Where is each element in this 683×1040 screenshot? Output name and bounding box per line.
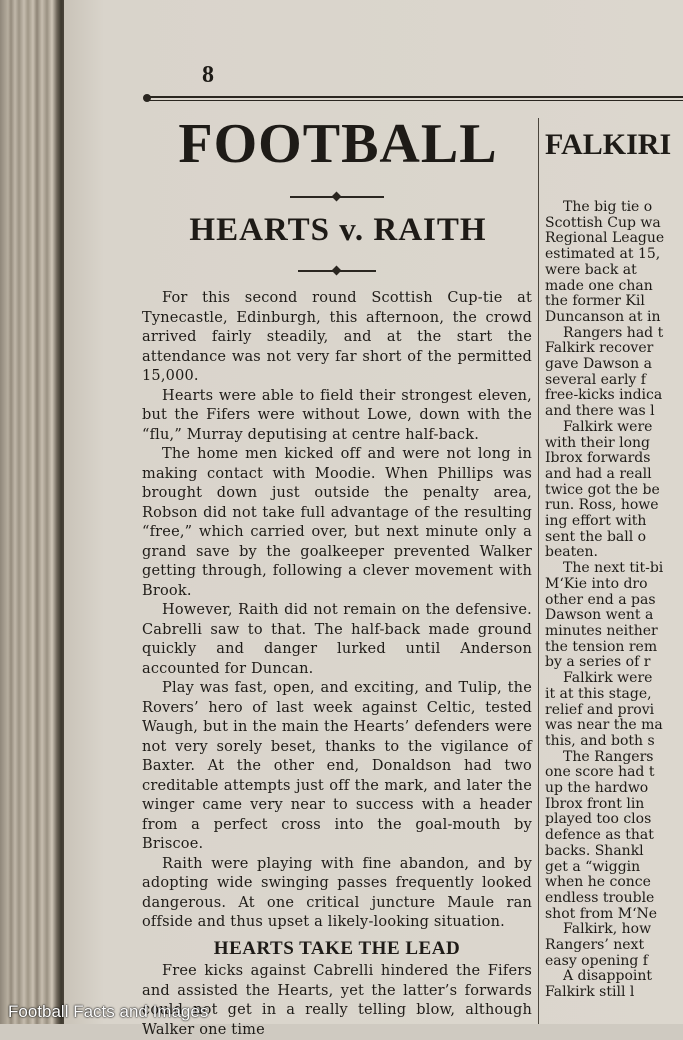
column-text-line: by a series of r: [545, 654, 651, 671]
column-text-line: Ibrox front lin: [545, 795, 645, 812]
column-text-line: several early f: [545, 371, 646, 388]
adjacent-column-headline: FALKIRI: [545, 128, 672, 161]
column-text-line: Scottish Cup wa: [545, 214, 661, 231]
column-text-line: minutes neither: [545, 622, 658, 639]
column-text-line: and there was l: [545, 403, 655, 420]
column-text-line: backs. Shankl: [545, 842, 644, 859]
column-text-line: Falkirk still l: [545, 984, 635, 1001]
paragraph: Raith were playing with fine abandon, and by adopting wide swinging passes frequently looked dangerous. At one critical juncture Maule ran offside and thus upset a likely-looking situation.: [142, 855, 532, 930]
column-text-line: one score had t: [545, 764, 655, 781]
column-text-line: made one chan: [545, 277, 653, 294]
column-text-line: Dawson went a: [545, 607, 654, 624]
watermark: Football Facts and Images: [8, 1002, 209, 1021]
column-text-line: Falkirk recover: [545, 340, 654, 357]
page-number: 8: [202, 62, 214, 88]
column-text-line: was near the ma: [545, 717, 663, 734]
page-stack-edges: [0, 0, 64, 1024]
paragraph: The home men kicked off and were not long in making contact with Moodie. When Phillips was brought down just outside the penalty area, Robson did not take full advantage of the resulting “free,” which carried over, but next minute only a grand save by the goalkeeper prevented Walker getting through, following a clever movement with Brook.: [142, 446, 532, 599]
column-text-line: gave Dawson a: [545, 356, 652, 373]
column-text-line: sent the ball o: [545, 528, 647, 545]
column-text-line: Rangers had t: [563, 324, 664, 341]
column-text-line: with their long: [545, 434, 650, 451]
column-text-line: Duncanson at in: [545, 308, 661, 325]
adjacent-column: [545, 128, 683, 1024]
paragraph: Play was fast, open, and exciting, and Tulip, the Rovers’ hero of last week against Celtic, tested Waugh, but in the main the Hearts’ defenders were not very sorely beset, thanks to the vigilance of Baxter. At the other end, Donaldson had two creditable attempts just off the mark, and later the winger came very near to success with a header from a perfect cross into the goal-mouth by Briscoe.: [142, 680, 532, 852]
column-text-line: defence as that: [545, 827, 654, 844]
column-text-line: easy opening f: [545, 952, 648, 969]
column-text-line: Ibrox forwards: [545, 450, 651, 467]
column-text-line: A disappoint: [563, 968, 653, 985]
column-text-line: relief and provi: [545, 701, 655, 718]
column-text-line: were back at: [545, 261, 637, 278]
column-text-line: free-kicks indica: [545, 387, 663, 404]
column-text-line: run. Ross, howe: [545, 497, 659, 514]
column-text-line: estimated at 15,: [545, 246, 661, 263]
paragraph: For this second round Scottish Cup-tie at Tynecastle, Edinburgh, this afternoon, the crowd arrived fairly steadily, and at the start the attendance was not very far short of the permitted 15,000.: [142, 290, 532, 384]
column-text-line: endless trouble: [545, 889, 655, 906]
column-text-line: up the hardwo: [545, 780, 649, 797]
column-text-line: twice got the be: [545, 481, 660, 498]
column-text-line: get a “wiggin: [545, 858, 641, 875]
column-text-line: shot from M‘Ne: [545, 905, 658, 922]
section-headline: FOOTBALL: [178, 113, 498, 175]
column-text-line: The Rangers: [563, 748, 654, 765]
article-body: [142, 289, 532, 1040]
column-rule: [538, 118, 539, 1024]
column-text-line: and had a reall: [545, 465, 652, 482]
column-text-line: this, and both s: [545, 732, 655, 749]
article-headline: HEARTS v. RAITH: [189, 212, 487, 248]
column-text-line: other end a pas: [545, 591, 656, 608]
paragraph: However, Raith did not remain on the defensive. Cabrelli saw to that. The half-back made ground quickly and danger lurked until Anderson accounted for Duncan.: [142, 602, 532, 677]
column-text-line: played too clos: [545, 811, 652, 828]
column-text-line: Falkirk were: [563, 418, 653, 435]
column-text-line: the tension rem: [545, 638, 658, 655]
column-text-line: Regional League: [545, 230, 665, 247]
column-text-line: it at this stage,: [545, 685, 652, 702]
column-text-line: the former Kil: [545, 293, 645, 310]
column-text-line: beaten.: [545, 544, 598, 561]
adjacent-column-body: [545, 200, 683, 1001]
paragraph: Hearts were able to field their strongest eleven, but the Fifers were without Lowe, down with the “flu,” Murray deputising at centre half-back.: [142, 387, 532, 443]
column-text-line: Falkirk, how: [563, 921, 652, 938]
crosshead: HEARTS TAKE THE LEAD: [213, 937, 461, 959]
column-text-line: The next tit-bi: [563, 560, 664, 577]
column-text-line: when he conce: [545, 874, 651, 891]
column-text-line: ing effort with: [545, 513, 647, 530]
column-text-line: M‘Kie into dro: [545, 575, 648, 592]
paragraph: Free kicks against Cabrelli hindered the Fifers and assisted the Hearts, yet the latter’s forwards could not get in a really telling blow, although Walker one time: [142, 963, 532, 1038]
column-text-line: Falkirk were: [563, 670, 653, 687]
column-text-line: The big tie o: [563, 199, 653, 215]
column-text-line: Rangers’ next: [545, 937, 645, 954]
top-rule: [146, 96, 683, 101]
